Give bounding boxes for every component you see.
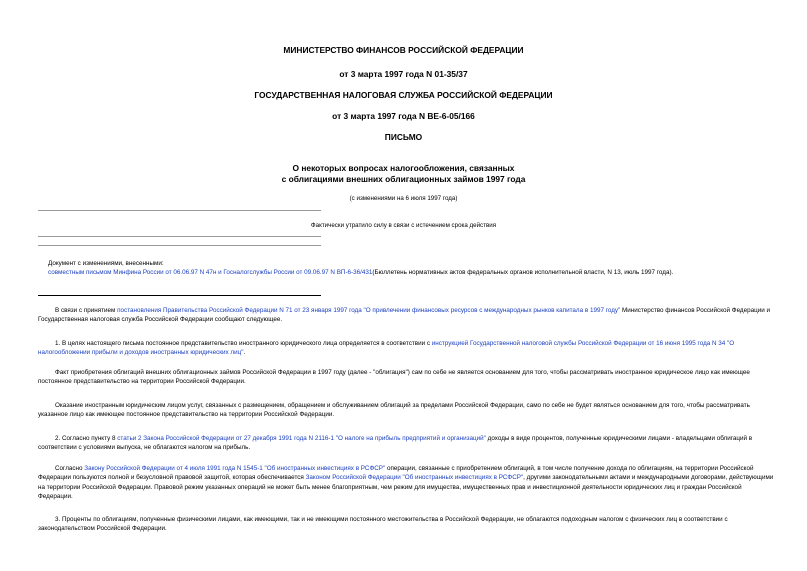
paragraph-bond-acquisition: Факт приобретения облигаций внешних облигационных займов Российской Федерации в 1997 году (далее - "облигация") сам по себе не является основанием для того, чтобы рассматривать иностранное юридическое лицо как имеющее постоянное представительство на территории Российской Федерации. [38,369,750,386]
changes-note: (с изменениями на 6 июля 1997 года) [349,195,458,202]
divider [38,236,321,237]
paragraph-investments [38,464,774,502]
paragraph-investments-middle: операции, связанные с приобретением облигаций, в том числе получение дохода по облигациям, на территории Российской Федерации пользуются полной и безусловной правовой защитой, которая обеспечивается [38,465,754,482]
ministry-date: от 3 марта 1997 года N 01-35/37 [339,69,468,79]
paragraph-intro [38,306,774,325]
paragraph-3: 3. Проценты по облигациям, полученные физическими лицами, как имеющими, так и не имеющими постоянного местожительства в Российской Федерации, не облагаются подоходным налогом с физических лиц в соответствии с законодательством Российской Федерации. [38,516,728,533]
status-note: Фактически утратило силу в связи с истечением срока действия [310,222,497,229]
document-title-line-2: с облигациями внешних облигационных займов 1997 года [281,174,526,184]
paragraph-services: Оказание иностранным юридическим лицом услуг, связанных с размещением, обращением и обслуживанием облигаций за пределами Российской Федерации, само по себе не будет являться основанием для того, чтобы рассматривать указанное лицо как имеющее постоянное представительство на территории Российской Федерации. [38,402,750,419]
divider [38,245,321,246]
ministry-heading: МИНИСТЕРСТВО ФИНАНСОВ РОССИЙСКОЙ ФЕДЕРАЦИИ [283,45,524,55]
amendments-label: Документ с изменениями, внесенными: [48,260,164,267]
paragraph-2-tail: доходы в виде процентов, полученные юридическими лицами - владельцами облигаций в соответствии с условиями выпуска, не облагаются налогом на прибыль. [38,435,753,452]
foreign-investment-law-link-2[interactable]: Законом Российской Федерации "Об иностранных инвестициях в РСФСР" [305,474,524,482]
divider [38,210,321,211]
tax-instruction-link[interactable]: инструкцией Государственной налоговой службы Российской Федерации от 16 июня 1995 года N 34 "О налогообложении прибыли и доходов иностранных юридических лиц" [38,340,735,357]
paragraph-1-text: 1. В целях настоящего письма постоянное представительство иностранного юридического лица определяется в соответствии с [55,340,432,347]
paragraph-intro-text: В связи с принятием [55,307,118,314]
government-decree-link[interactable]: постановления Правительства Российской Федерации N 71 от 23 января 1997 года "О привлечении финансовых ресурсов с международных рынков капитала в 1997 году" [117,307,621,314]
amendments-source: (Бюллетень нормативных актов федеральных органов исполнительной власти, N 13, июль 1997 года). [372,269,674,276]
paragraph-1 [38,339,774,358]
amendments-paragraph [38,268,774,277]
service-date: от 3 марта 1997 года N ВЕ-6-05/166 [332,111,475,121]
paragraph-investments-tail: , другими законодательными актами и международными договорами, действующими на территории Российской Федерации. Правовой режим указанных операций не может быть менее благоприятным, чем режим для имущества, имущественных прав и инвестиционной деятельности юридических лиц и граждан Российской Федерации. [38,474,774,501]
paragraph-2 [38,434,774,453]
document-title-line-1: О некоторых вопросах налогообложения, связанных [292,163,515,173]
document-type: ПИСЬМО [384,132,423,142]
service-heading: ГОСУДАРСТВЕННАЯ НАЛОГОВАЯ СЛУЖБА РОССИЙСКОЙ ФЕДЕРАЦИИ [254,90,553,100]
foreign-investment-law-link[interactable]: Закону Российской Федерации от 4 июля 1991 года N 1545-1 "Об иностранных инвестициях в РСФСР" [84,465,386,472]
amendments-link[interactable]: совместным письмом Минфина России от 06.06.97 N 47н и Госналогслужбы России от 09.06.97 N ВП-6-36/431 [48,269,373,276]
paragraph-investments-text: Согласно [55,465,85,472]
profit-tax-law-link[interactable]: статьи 2 Закона Российской Федерации от 27 декабря 1991 года N 2116-1 "О налоге на прибыль предприятий и организаций" [117,435,486,442]
paragraph-intro-tail: Министерство финансов Российской Федерации и Государственная налоговая служба Российской Федерации сообщают следующее. [38,307,771,324]
paragraph-2-text: 2. Согласно пункту 8 [55,435,118,442]
divider [38,295,321,296]
paragraph-1-tail: . [243,349,246,357]
